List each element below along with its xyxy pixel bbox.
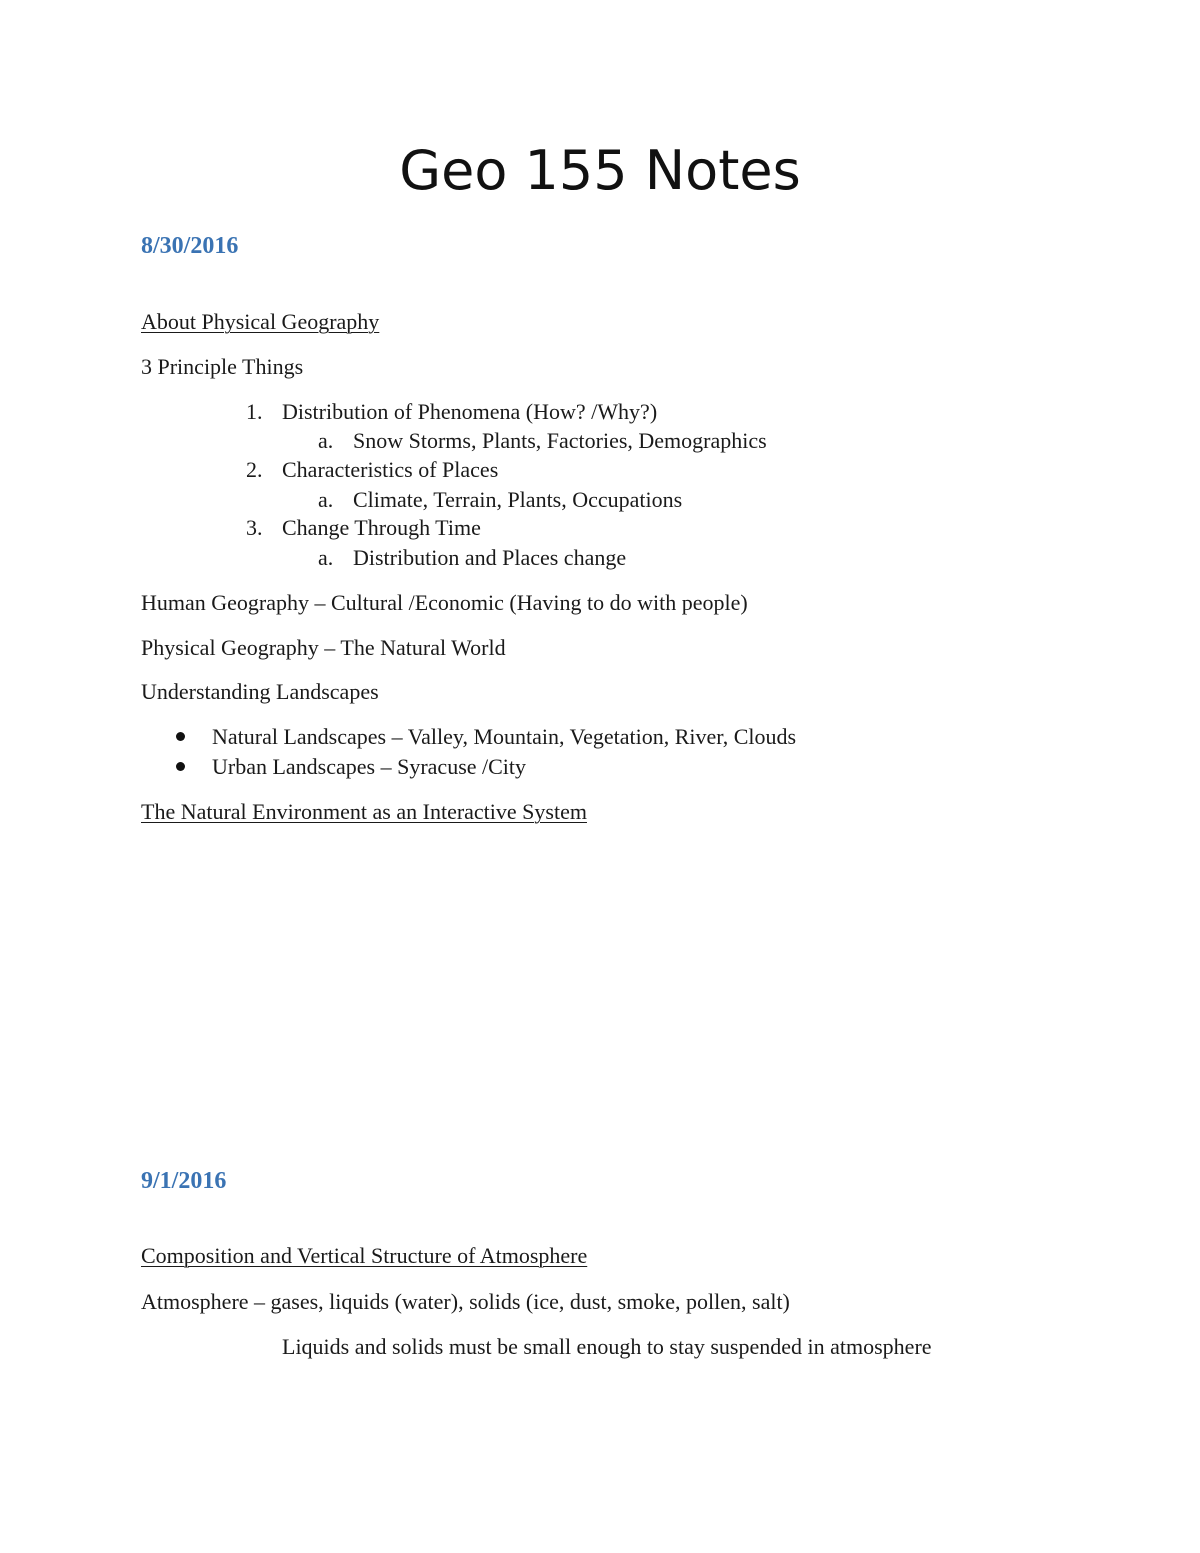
section-heading: About Physical Geography <box>141 309 380 334</box>
bullet-icon <box>176 762 185 771</box>
bullet-icon <box>176 732 185 741</box>
sub-list-item: Climate, Terrain, Plants, Occupations <box>353 487 683 512</box>
sub-list-item: Distribution and Places change <box>353 545 627 570</box>
sub-list-letter: a. <box>318 428 334 453</box>
landscapes-heading: Understanding Landscapes <box>141 679 379 704</box>
sub-list-item: Snow Storms, Plants, Factories, Demographics <box>353 428 767 453</box>
sub-list-letter: a. <box>318 545 334 570</box>
list-number: 1. <box>246 399 263 424</box>
list-number: 2. <box>246 457 263 482</box>
bullet-item: Urban Landscapes – Syracuse /City <box>212 754 527 779</box>
human-geography-text: Human Geography – Cultural /Economic (Having to do with people) <box>141 590 748 615</box>
atmosphere-note: Liquids and solids must be small enough to stay suspended in atmosphere <box>282 1334 932 1359</box>
list-item: Distribution of Phenomena (How? /Why?) <box>282 399 658 424</box>
physical-geography-text: Physical Geography – The Natural World <box>141 635 506 660</box>
section-date: 9/1/2016 <box>141 1168 227 1194</box>
list-item: Characteristics of Places <box>282 457 499 482</box>
bullet-item: Natural Landscapes – Valley, Mountain, Vegetation, River, Clouds <box>212 724 797 749</box>
list-number: 3. <box>246 515 263 540</box>
section-heading: Composition and Vertical Structure of Atmosphere <box>141 1243 588 1268</box>
sub-list-letter: a. <box>318 487 334 512</box>
section-date: 8/30/2016 <box>141 233 239 259</box>
intro-text: 3 Principle Things <box>141 354 304 379</box>
page-title: Geo 155 Notes <box>399 139 801 202</box>
list-item: Change Through Time <box>282 515 481 540</box>
closing-heading: The Natural Environment as an Interactive System <box>141 799 587 824</box>
atmosphere-text: Atmosphere – gases, liquids (water), solids (ice, dust, smoke, pollen, salt) <box>141 1289 790 1314</box>
